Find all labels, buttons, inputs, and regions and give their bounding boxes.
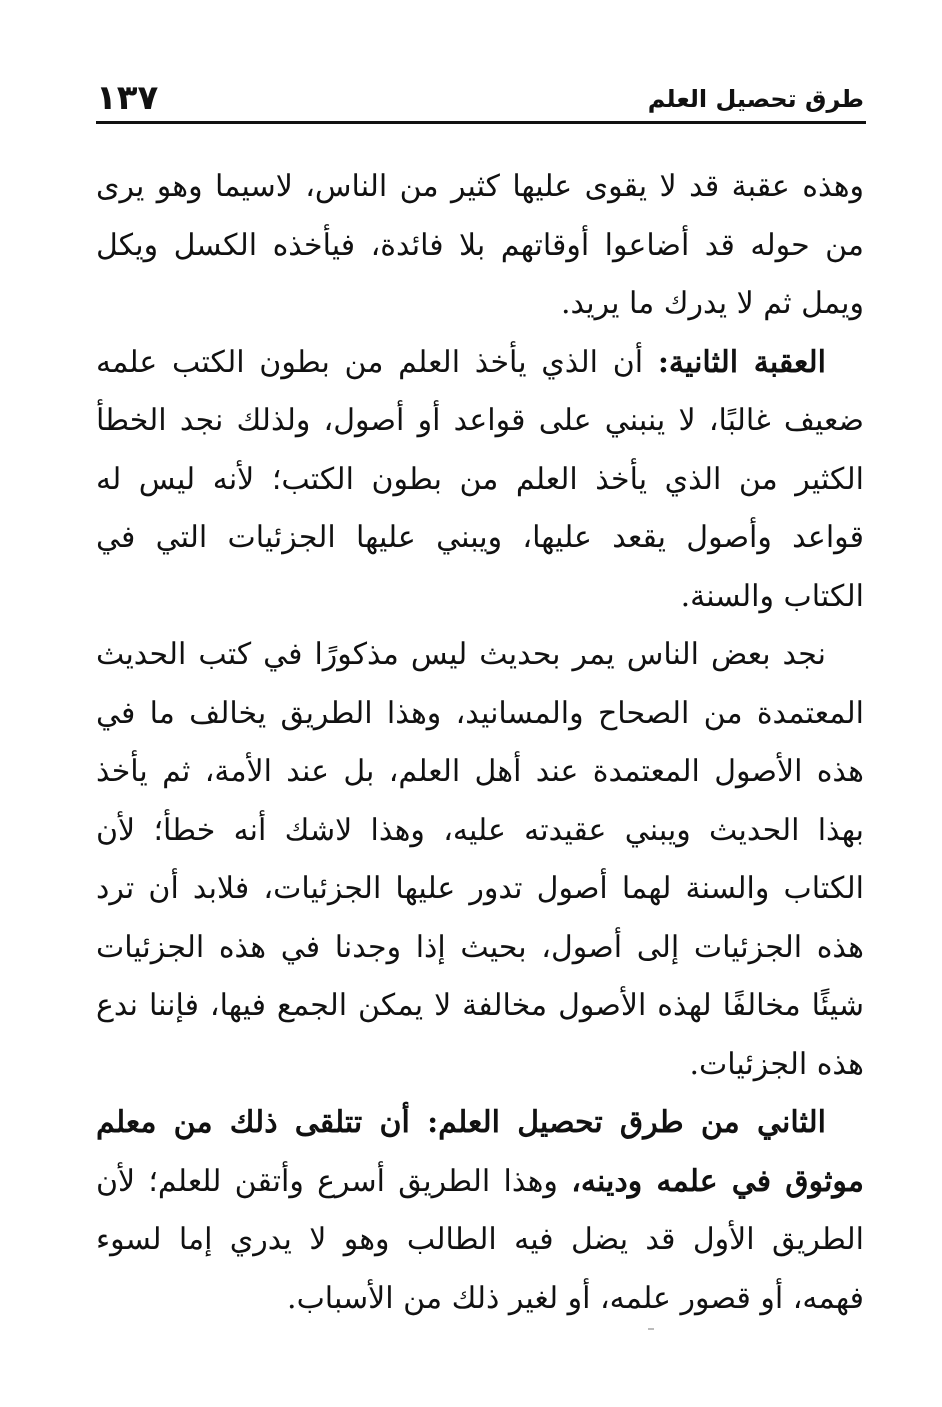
paragraph-4 bbox=[96, 1094, 864, 1328]
paragraph-3 bbox=[96, 626, 864, 1094]
paragraph-4-lead: الثاني من طرق تحصيل العلم: أن تتلقى ذلك من معلم موثوق في علمه ودينه، bbox=[96, 1105, 864, 1199]
running-title: طرق تحصيل العلم bbox=[647, 85, 864, 113]
page-header bbox=[96, 78, 864, 120]
scan-speck bbox=[648, 1328, 654, 1330]
paragraph-2-text: أن الذي يأخذ العلم من بطون الكتب علمه ضعيف غالبًا، لا ينبني على قواعد أو أصول، ولذلك نجد الخطأ الكثير من الذي يأخذ العلم من بطون الكتب؛ لأنه ليس له قواعد وأصول يقعد عليها، ويبني عليها الجزئيات التي في الكتاب والسنة. bbox=[96, 344, 864, 614]
body-text bbox=[96, 158, 864, 1328]
paragraph-4-text: وهذا الطريق أسرع وأتقن للعلم؛ لأن الطريق الأول قد يضل فيه الطالب وهو لا يدري إما لسوء فهمه، أو قصور علمه، أو لغير ذلك من الأسباب. bbox=[96, 1163, 864, 1316]
paragraph-2-lead: العقبة الثانية: bbox=[657, 344, 827, 380]
paragraph-2 bbox=[96, 334, 864, 627]
header-rule bbox=[96, 121, 866, 124]
paragraph-3-text: نجد بعض الناس يمر بحديث ليس مذكورًا في كتب الحديث المعتمدة من الصحاح والمسانيد، وهذا الطريق يخالف ما في هذه الأصول المعتمدة عند أهل العلم، بل عند الأمة، ثم يأخذ بهذا الحديث ويبني عقيدته عليه، وهذا لاشك أنه خطأ؛ لأن الكتاب والسنة لهما أصول تدور عليها الجزئيات، فلابد أن ترد هذه الجزئيات إلى أصول، بحيث إذا وجدنا في هذه الجزئيات شيئًا مخالفًا لهذه الأصول مخالفة لا يمكن الجمع فيها، فإننا ندع هذه الجزئيات. bbox=[96, 637, 864, 1082]
paragraph-1-text: وهذه عقبة قد لا يقوى عليها كثير من الناس، لاسيما وهو يرى من حوله قد أضاعوا أوقاتهم بلا فائدة، فيأخذه الكسل ويكل ويمل ثم لا يدرك ما يريد. bbox=[96, 169, 864, 321]
paragraph-1 bbox=[96, 158, 864, 334]
page-number: ١٣٧ bbox=[96, 78, 159, 118]
